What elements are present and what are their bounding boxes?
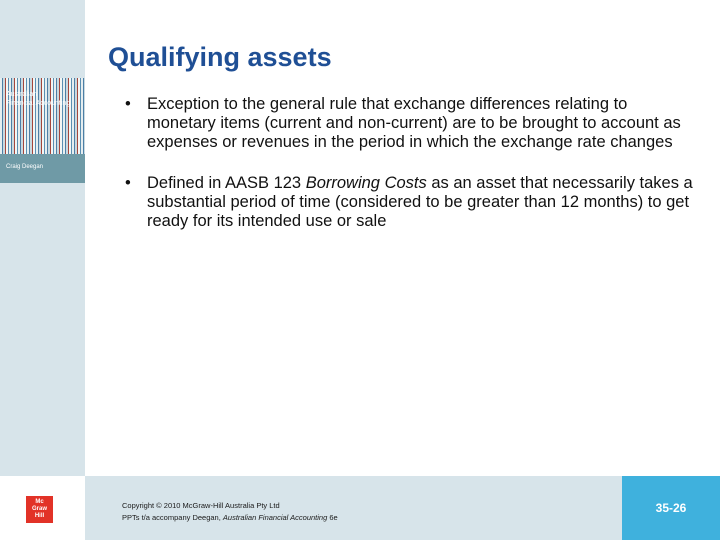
logo-line: Mc (35, 499, 44, 505)
ppts-line (122, 512, 338, 524)
book-cover-image (0, 78, 85, 183)
ppts-text-italic: Australian Financial Accounting (222, 513, 328, 522)
bullet-marker: • (125, 95, 131, 113)
ppts-text-start: PPTs t/a accompany Deegan, (122, 513, 223, 522)
book-cover-title-line2: Financial Accounting (6, 100, 71, 107)
bullet-text-italic: Borrowing Costs (305, 174, 427, 192)
book-cover-author: Craig Deegan (6, 164, 44, 170)
bullet-marker: • (125, 174, 131, 192)
page-number-box (622, 476, 720, 540)
copyright-notice (122, 500, 338, 524)
mcgraw-hill-logo (26, 496, 53, 523)
slide-title: Qualifying assets (108, 42, 332, 72)
page-number: 35-26 (655, 501, 687, 515)
copyright-line: Copyright © 2010 McGraw-Hill Australia Pty Ltd (122, 501, 280, 510)
book-cover-title-line1: Australian (6, 91, 38, 98)
bullet-text-start: Defined in AASB 123 (147, 174, 306, 192)
bullet-text: Exception to the general rule that exchange differences relating to monetary items (current and non-current) are to be brought to account as expenses or revenues in the period in which the exchange rate changes (147, 95, 681, 151)
bullet-item (125, 95, 700, 152)
ppts-text-end: 6e (327, 513, 338, 522)
bullet-list (125, 95, 700, 253)
book-cover-title (6, 90, 70, 108)
logo-line: Hill (34, 513, 45, 519)
logo-line: Graw (31, 506, 47, 512)
bullet-text-end: as an asset that necessarily takes a substantial period of time (considered to be greater than 12 months) to get ready for its intended use or sale (147, 174, 693, 230)
bullet-item (125, 174, 700, 231)
